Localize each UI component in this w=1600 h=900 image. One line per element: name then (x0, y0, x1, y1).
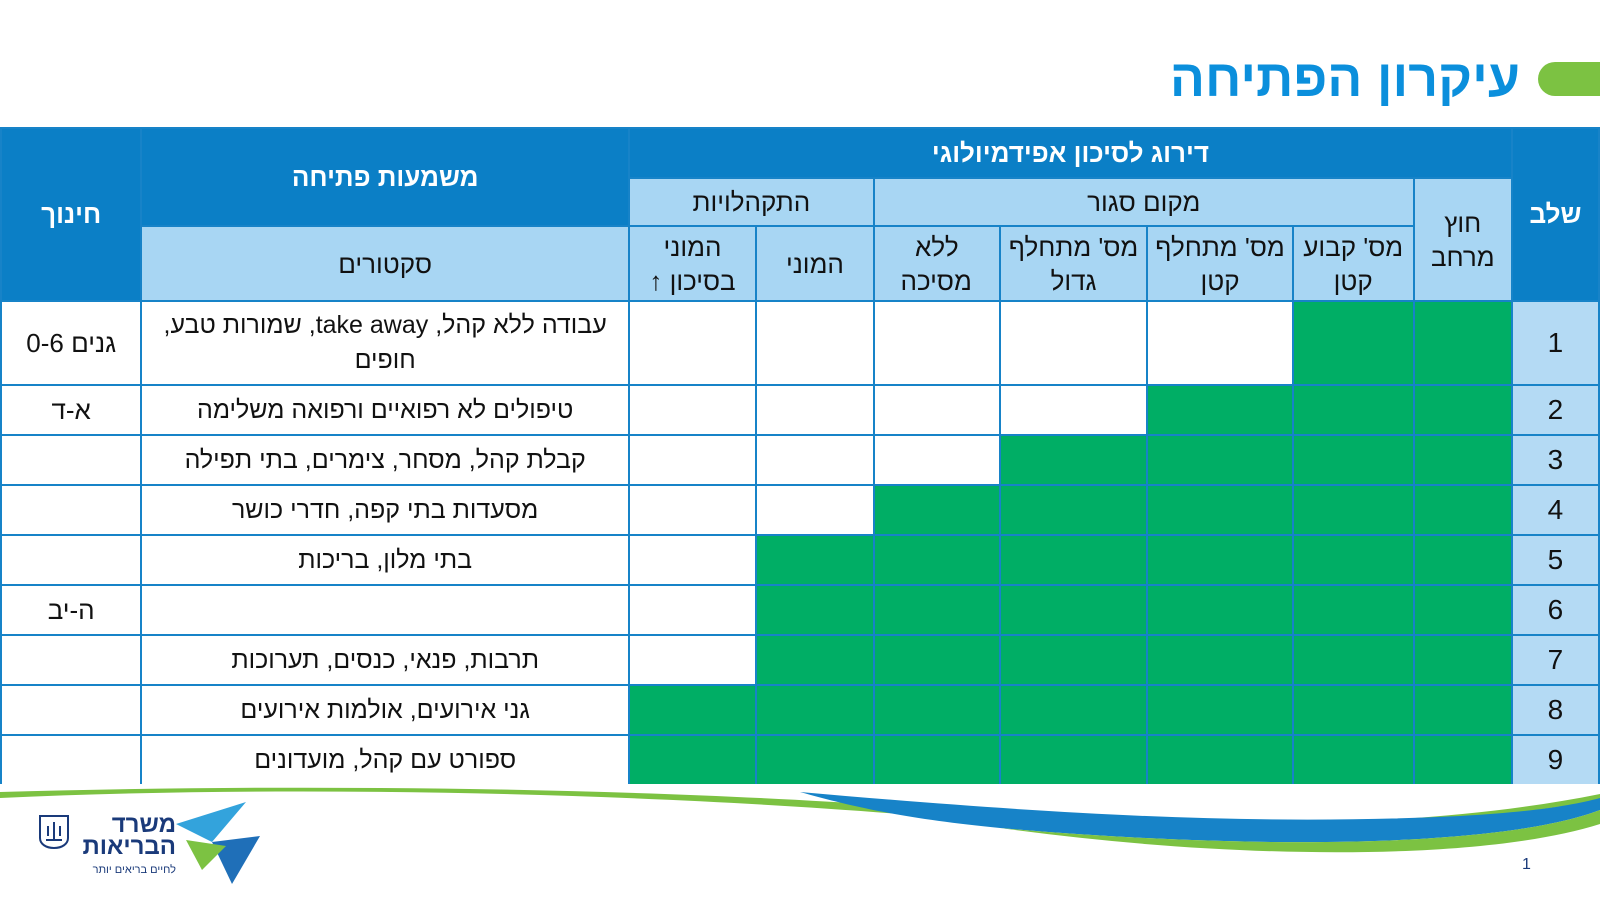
open-cell (1000, 485, 1148, 535)
education-text (1, 685, 141, 735)
header-gatherings: התקהלויות (629, 178, 874, 226)
closed-cell (629, 485, 756, 535)
open-cell (874, 585, 1000, 635)
open-cell (1000, 735, 1148, 785)
open-cell (874, 535, 1000, 585)
open-cell (756, 585, 874, 635)
open-cell (1147, 435, 1292, 485)
open-cell (1147, 485, 1292, 535)
open-cell (1293, 301, 1414, 385)
open-cell (1414, 635, 1512, 685)
header-no-mask (874, 226, 1000, 301)
header-outdoor (1414, 178, 1512, 301)
open-cell (1293, 485, 1414, 535)
stage-number: 6 (1512, 585, 1599, 635)
closed-cell (756, 385, 874, 435)
open-cell (756, 685, 874, 735)
open-cell (874, 735, 1000, 785)
header-no-mask-label: ללא מסיכה (900, 231, 972, 296)
open-cell (1293, 435, 1414, 485)
page-title: עיקרון הפתיחה (1169, 50, 1520, 108)
sector-text (141, 585, 629, 635)
sector-text: מסעדות בתי קפה, חדרי כושר (141, 485, 629, 535)
open-cell (1414, 685, 1512, 735)
open-cell (1293, 535, 1414, 585)
education-text (1, 435, 141, 485)
stage-number: 1 (1512, 301, 1599, 385)
sector-text: גני אירועים, אולמות אירועים (141, 685, 629, 735)
table-row (1, 535, 1599, 585)
open-cell (1414, 435, 1512, 485)
open-cell (1000, 685, 1148, 735)
header-mass: המוני (756, 226, 874, 301)
opening-principle-table (0, 127, 1600, 786)
education-text (1, 535, 141, 585)
open-cell (756, 535, 874, 585)
header-mass-high-risk (629, 226, 756, 301)
state-emblem-icon (38, 814, 70, 850)
header-education: חינוך (1, 128, 141, 301)
open-cell (1293, 585, 1414, 635)
header-stage: שלב (1512, 128, 1599, 301)
open-cell (756, 635, 874, 685)
sector-text: ספורט עם קהל, מועדונים (141, 735, 629, 785)
open-cell (874, 485, 1000, 535)
education-text (1, 635, 141, 685)
sector-text: עבודה ללא קהל, take away, שמורות טבע, חופים (141, 301, 629, 385)
open-cell (1147, 535, 1292, 585)
open-cell (1147, 685, 1292, 735)
open-cell (756, 735, 874, 785)
header-indoor: מקום סגור (874, 178, 1414, 226)
title-accent-bar (1538, 62, 1600, 96)
header-mass-high-risk-label: המוני בסיכון ↑ (649, 231, 736, 296)
closed-cell (629, 385, 756, 435)
open-cell (874, 685, 1000, 735)
sector-text: בתי מלון, בריכות (141, 535, 629, 585)
open-cell (1414, 585, 1512, 635)
stage-number: 9 (1512, 735, 1599, 785)
closed-cell (1147, 301, 1292, 385)
header-opening-meaning: משמעות פתיחה (141, 128, 629, 226)
open-cell (1000, 635, 1148, 685)
closed-cell (874, 385, 1000, 435)
closed-cell (874, 435, 1000, 485)
closed-cell (1000, 301, 1148, 385)
table-row (1, 685, 1599, 735)
stage-number: 2 (1512, 385, 1599, 435)
closed-cell (756, 301, 874, 385)
header-fixed-small-label: מס' קבוע קטן (1303, 231, 1404, 296)
header-changing-large-label: מס' מתחלף גדול (1008, 231, 1139, 296)
open-cell (1147, 635, 1292, 685)
header-fixed-small (1293, 226, 1414, 301)
stage-number: 7 (1512, 635, 1599, 685)
sector-text: טיפולים לא רפואיים ורפואה משלימה (141, 385, 629, 435)
sector-text: תרבות, פנאי, כנסים, תערוכות (141, 635, 629, 685)
closed-cell (629, 585, 756, 635)
open-cell (1293, 685, 1414, 735)
open-cell (1414, 485, 1512, 535)
open-cell (1414, 385, 1512, 435)
closed-cell (756, 485, 874, 535)
open-cell (1147, 385, 1292, 435)
page-number: 1 (1522, 856, 1531, 873)
closed-cell (874, 301, 1000, 385)
closed-cell (629, 635, 756, 685)
stage-number: 5 (1512, 535, 1599, 585)
education-text: גנים 0-6 (1, 301, 141, 385)
open-cell (1147, 585, 1292, 635)
header-sectors: סקטורים (141, 226, 629, 301)
open-cell (1293, 635, 1414, 685)
open-cell (1293, 385, 1414, 435)
open-cell (1414, 535, 1512, 585)
header-changing-small-label: מס' מתחלף קטן (1155, 231, 1285, 296)
logo-line1: משרד (111, 811, 176, 838)
open-cell (1000, 435, 1148, 485)
table-row (1, 635, 1599, 685)
header-changing-large (1000, 226, 1148, 301)
stage-number: 4 (1512, 485, 1599, 535)
open-cell (1293, 735, 1414, 785)
closed-cell (756, 435, 874, 485)
stage-number: 3 (1512, 435, 1599, 485)
open-cell (629, 685, 756, 735)
table-row (1, 385, 1599, 435)
closed-cell (629, 535, 756, 585)
open-cell (1147, 735, 1292, 785)
header-changing-small (1147, 226, 1292, 301)
table-row (1, 485, 1599, 535)
education-text: א-ד (1, 385, 141, 435)
ministry-logo-text (80, 811, 176, 860)
logo-line2: הבריאות (82, 833, 176, 860)
open-cell (874, 635, 1000, 685)
closed-cell (629, 435, 756, 485)
open-cell (1414, 301, 1512, 385)
open-cell (1000, 585, 1148, 635)
table-row (1, 435, 1599, 485)
table-row (1, 301, 1599, 385)
table-row (1, 735, 1599, 785)
closed-cell (629, 301, 756, 385)
education-text (1, 735, 141, 785)
header-outdoor-label: חוץ מרחב (1430, 207, 1495, 272)
header-risk-rating: דירוג לסיכון אפידמיולוגי (629, 128, 1512, 178)
sector-text: קבלת קהל, מסחר, צימרים, בתי תפילה (141, 435, 629, 485)
closed-cell (1000, 385, 1148, 435)
education-text (1, 485, 141, 535)
logo-tagline: לחיים בריאים יותר (92, 864, 176, 876)
open-cell (1414, 735, 1512, 785)
open-cell (1000, 535, 1148, 585)
table-row (1, 585, 1599, 635)
open-cell (629, 735, 756, 785)
stage-number: 8 (1512, 685, 1599, 735)
education-text: ה-יב (1, 585, 141, 635)
